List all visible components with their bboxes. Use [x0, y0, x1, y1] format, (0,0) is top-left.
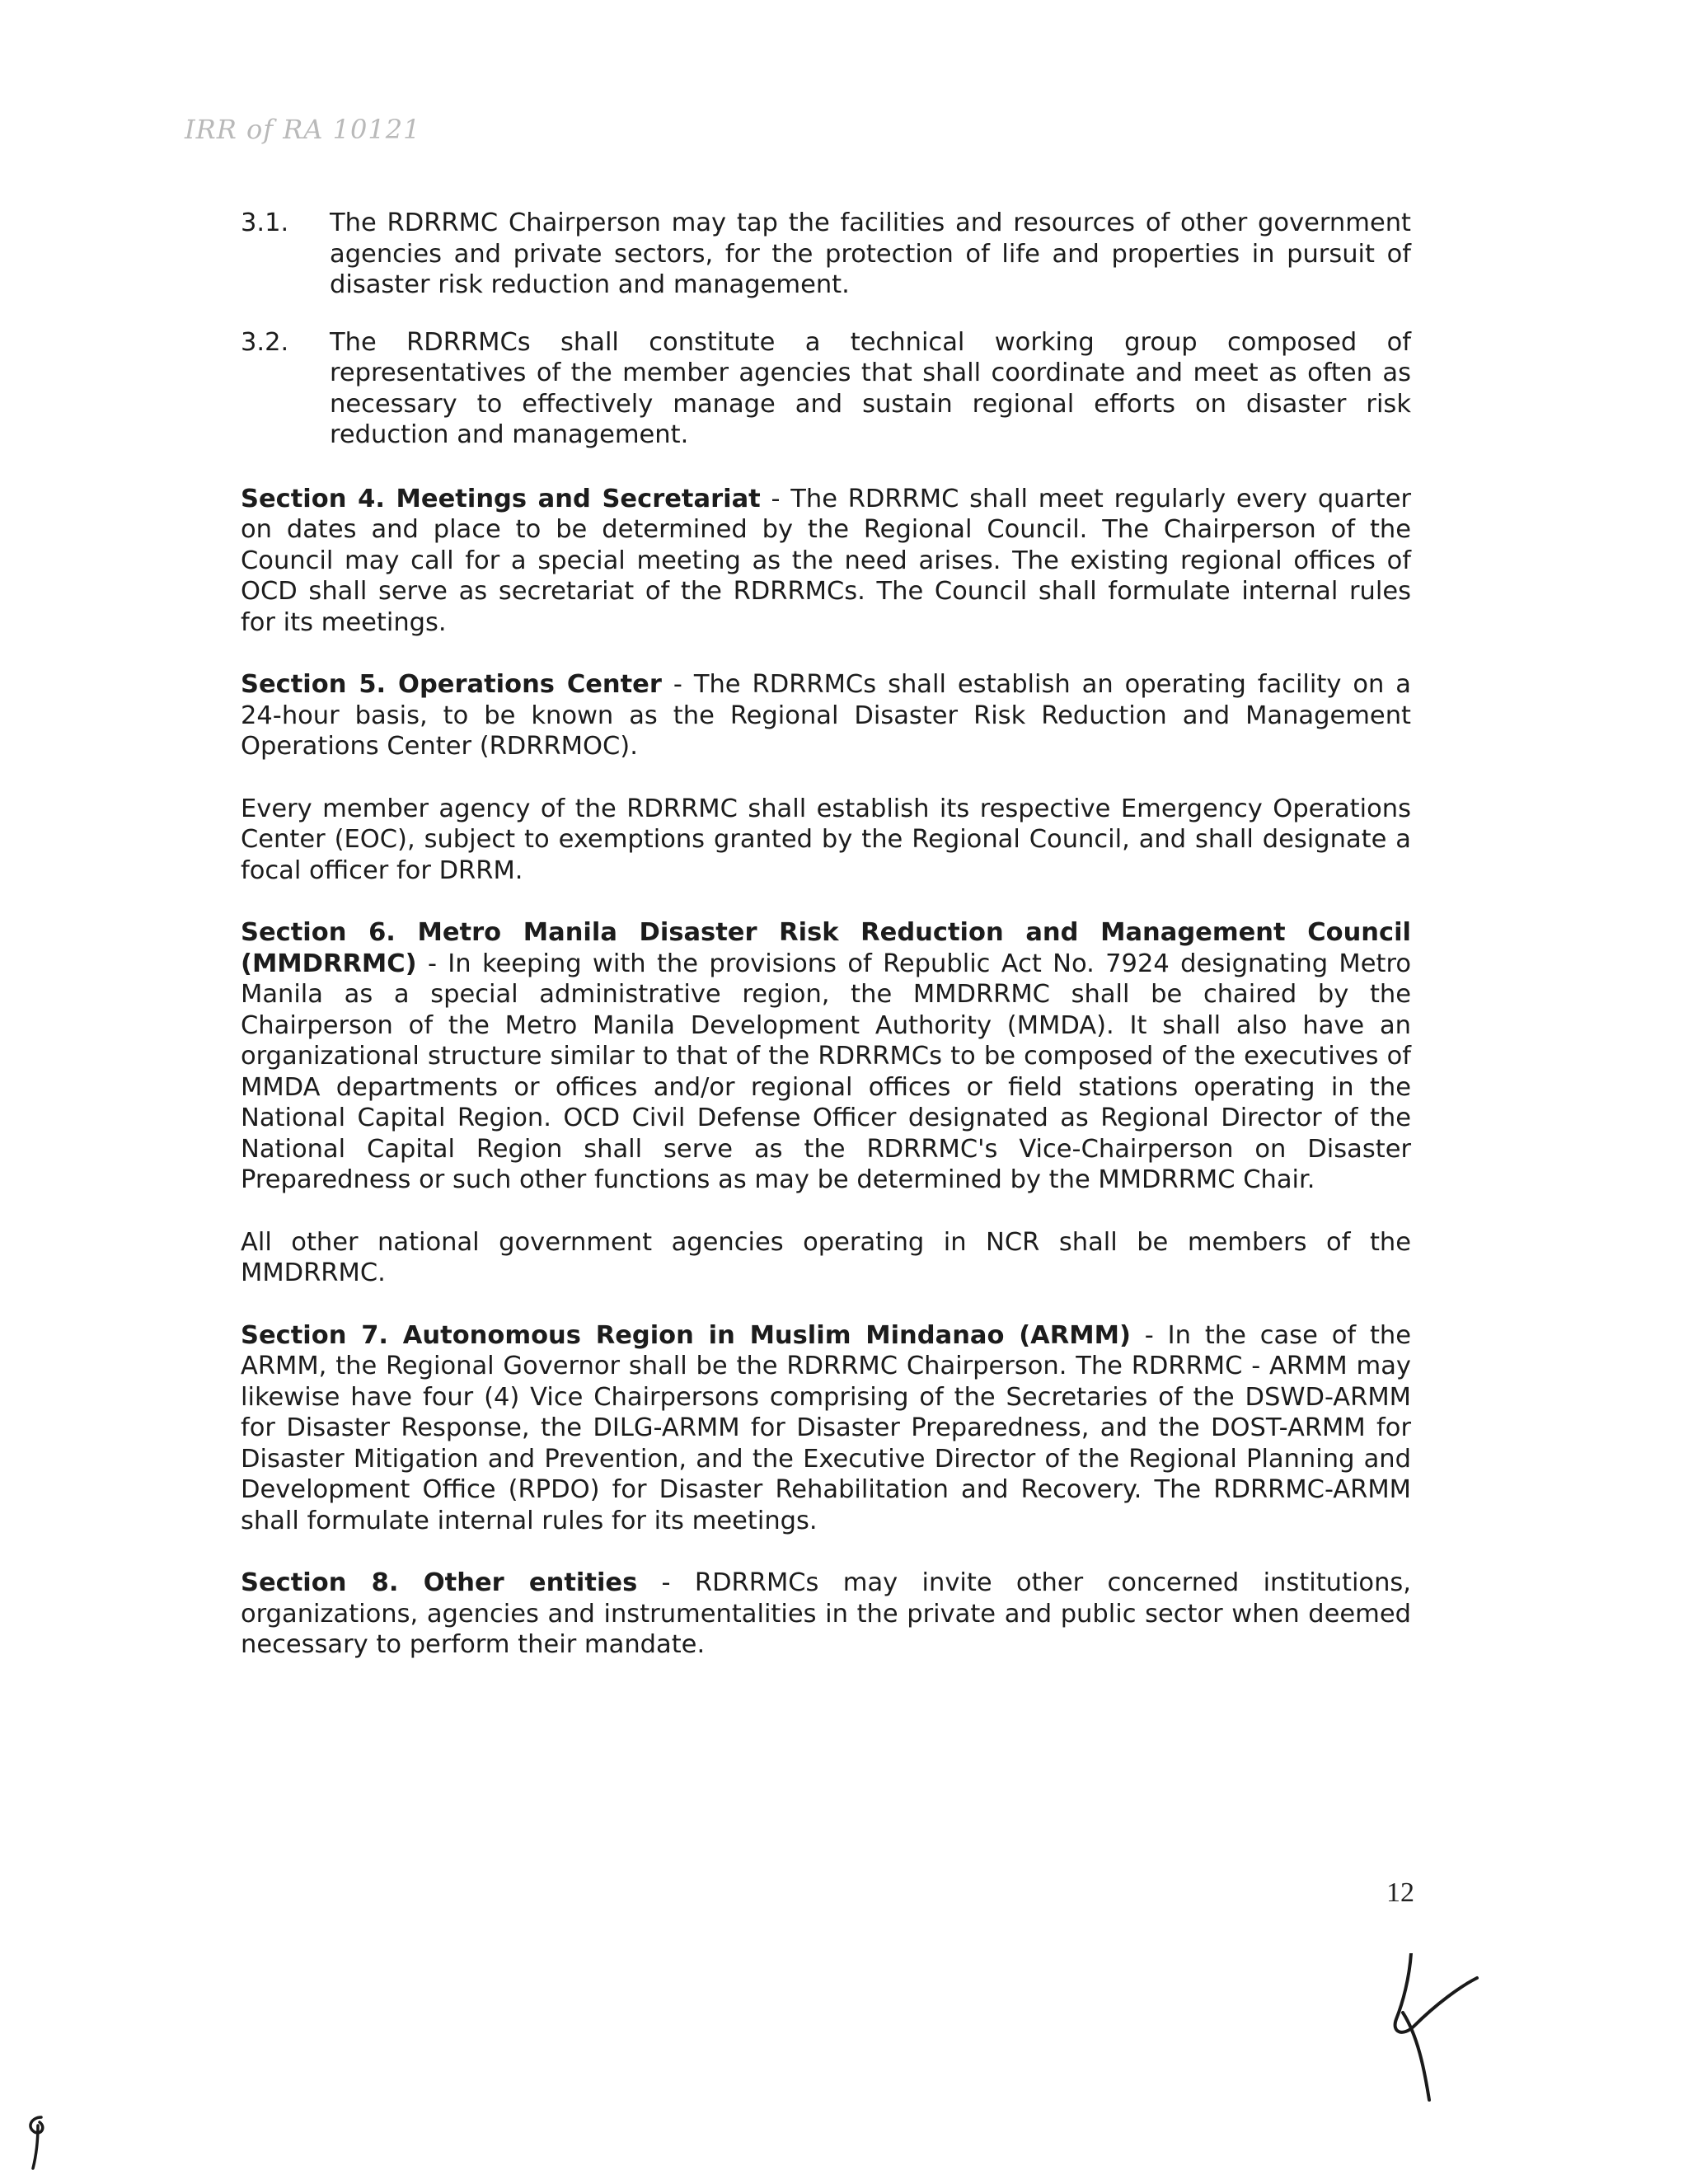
- paragraph-text: Every member agency of the RDRRMC shall establish its respective Emergency Operations Center (EOC), subject to exemptions granted by the Regional Council, and shall designate a focal officer for DRRM.: [241, 794, 1411, 885]
- section-text: - RDRRMCs may invite other concerned institutions, organizations, agencies and instrumentalities in the private and public sector when deemed necessary to perform their mandate.: [241, 1568, 1411, 1659]
- page-number: 12: [1386, 1877, 1414, 1908]
- section-text: - The RDRRMC shall meet regularly every quarter on dates and place to be determined by the Regional Council. The Chairperson of the Council may call for a special meeting as the need arises. The existing regional offices of OCD shall serve as secretariat of the RDRRMCs. The Council shall formulate internal rules for its meetings.: [241, 484, 1412, 637]
- signature-mark: [1378, 1953, 1485, 2102]
- document-header: IRR of RA 10121: [185, 114, 421, 145]
- item-text: The RDRRMCs shall constitute a technical working group composed of representatives of the member agencies that shall coordinate and meet as often as necessary to effectively manage and sustain regional efforts on disaster risk reduction and management.: [330, 327, 1411, 449]
- numbered-item: [241, 208, 1411, 301]
- section-heading: Section 7. Autonomous Region in Muslim Mindanao (ARMM): [241, 1320, 1131, 1350]
- section-text: - In keeping with the provisions of Republic Act No. 7924 designating Metro Manila as a special administrative region, the MMDRRMC shall be chaired by the Chairperson of the Metro Manila Development Authority (MMDA). It shall also have an organizational structure similar to that of the RDRRMCs to be composed of the executives of MMDA departments or offices and/or regional offices or field stations operating in the National Capital Region. OCD Civil Defense Officer designated as Regional Director of the National Capital Region shall serve as the RDRRMC's Vice-Chairperson on Disaster Preparedness or such other functions as may be determined by the MMDRRMC Chair.: [241, 949, 1411, 1194]
- numbered-item: [241, 327, 1411, 451]
- paragraph-text: All other national government agencies operating in NCR shall be members of the MMDRRMC.: [241, 1227, 1411, 1287]
- section-heading: Section 8. Other entities: [241, 1568, 638, 1597]
- section-paragraph: [241, 484, 1411, 639]
- section-heading: Section 4. Meetings and Secretariat: [241, 484, 761, 513]
- body-paragraph: [241, 1227, 1411, 1289]
- section-heading: Section 6. Metro Manila Disaster Risk Reduction and Management Council (MMDRRMC): [241, 918, 1411, 978]
- section-text: - The RDRRMCs shall establish an operating facility on a 24-hour basis, to be known as the Regional Disaster Risk Reduction and Management Operations Center (RDRRMOC).: [241, 670, 1411, 761]
- section-paragraph: [241, 917, 1411, 1196]
- initial-mark: [16, 2114, 66, 2172]
- section-paragraph: [241, 1568, 1411, 1661]
- body-paragraph: [241, 794, 1411, 887]
- section-paragraph: [241, 669, 1411, 762]
- section-text: - In the case of the ARMM, the Regional Governor shall be the RDRRMC Chairperson. The RDRRMC - ARMM may likewise have four (4) Vice Chairpersons comprising of the Secretaries of the DSWD-ARMM for Disaster Response, the DILG-ARMM for Disaster Preparedness, and the DOST-ARMM for Disaster Mitigation and Prevention, and the Executive Director of the Regional Planning and Development Office (RPDO) for Disaster Rehabilitation and Recovery. The RDRRMC-ARMM shall formulate internal rules for its meetings.: [241, 1320, 1412, 1535]
- item-text: The RDRRMC Chairperson may tap the facilities and resources of other government agencies and private sectors, for the protection of life and properties in pursuit of disaster risk reduction and management.: [330, 209, 1411, 299]
- item-number: 3.2.: [241, 327, 289, 357]
- item-number: 3.1.: [241, 209, 289, 237]
- document-body: [241, 208, 1411, 1692]
- section-heading: Section 5. Operations Center: [241, 670, 662, 699]
- section-paragraph: [241, 1320, 1411, 1537]
